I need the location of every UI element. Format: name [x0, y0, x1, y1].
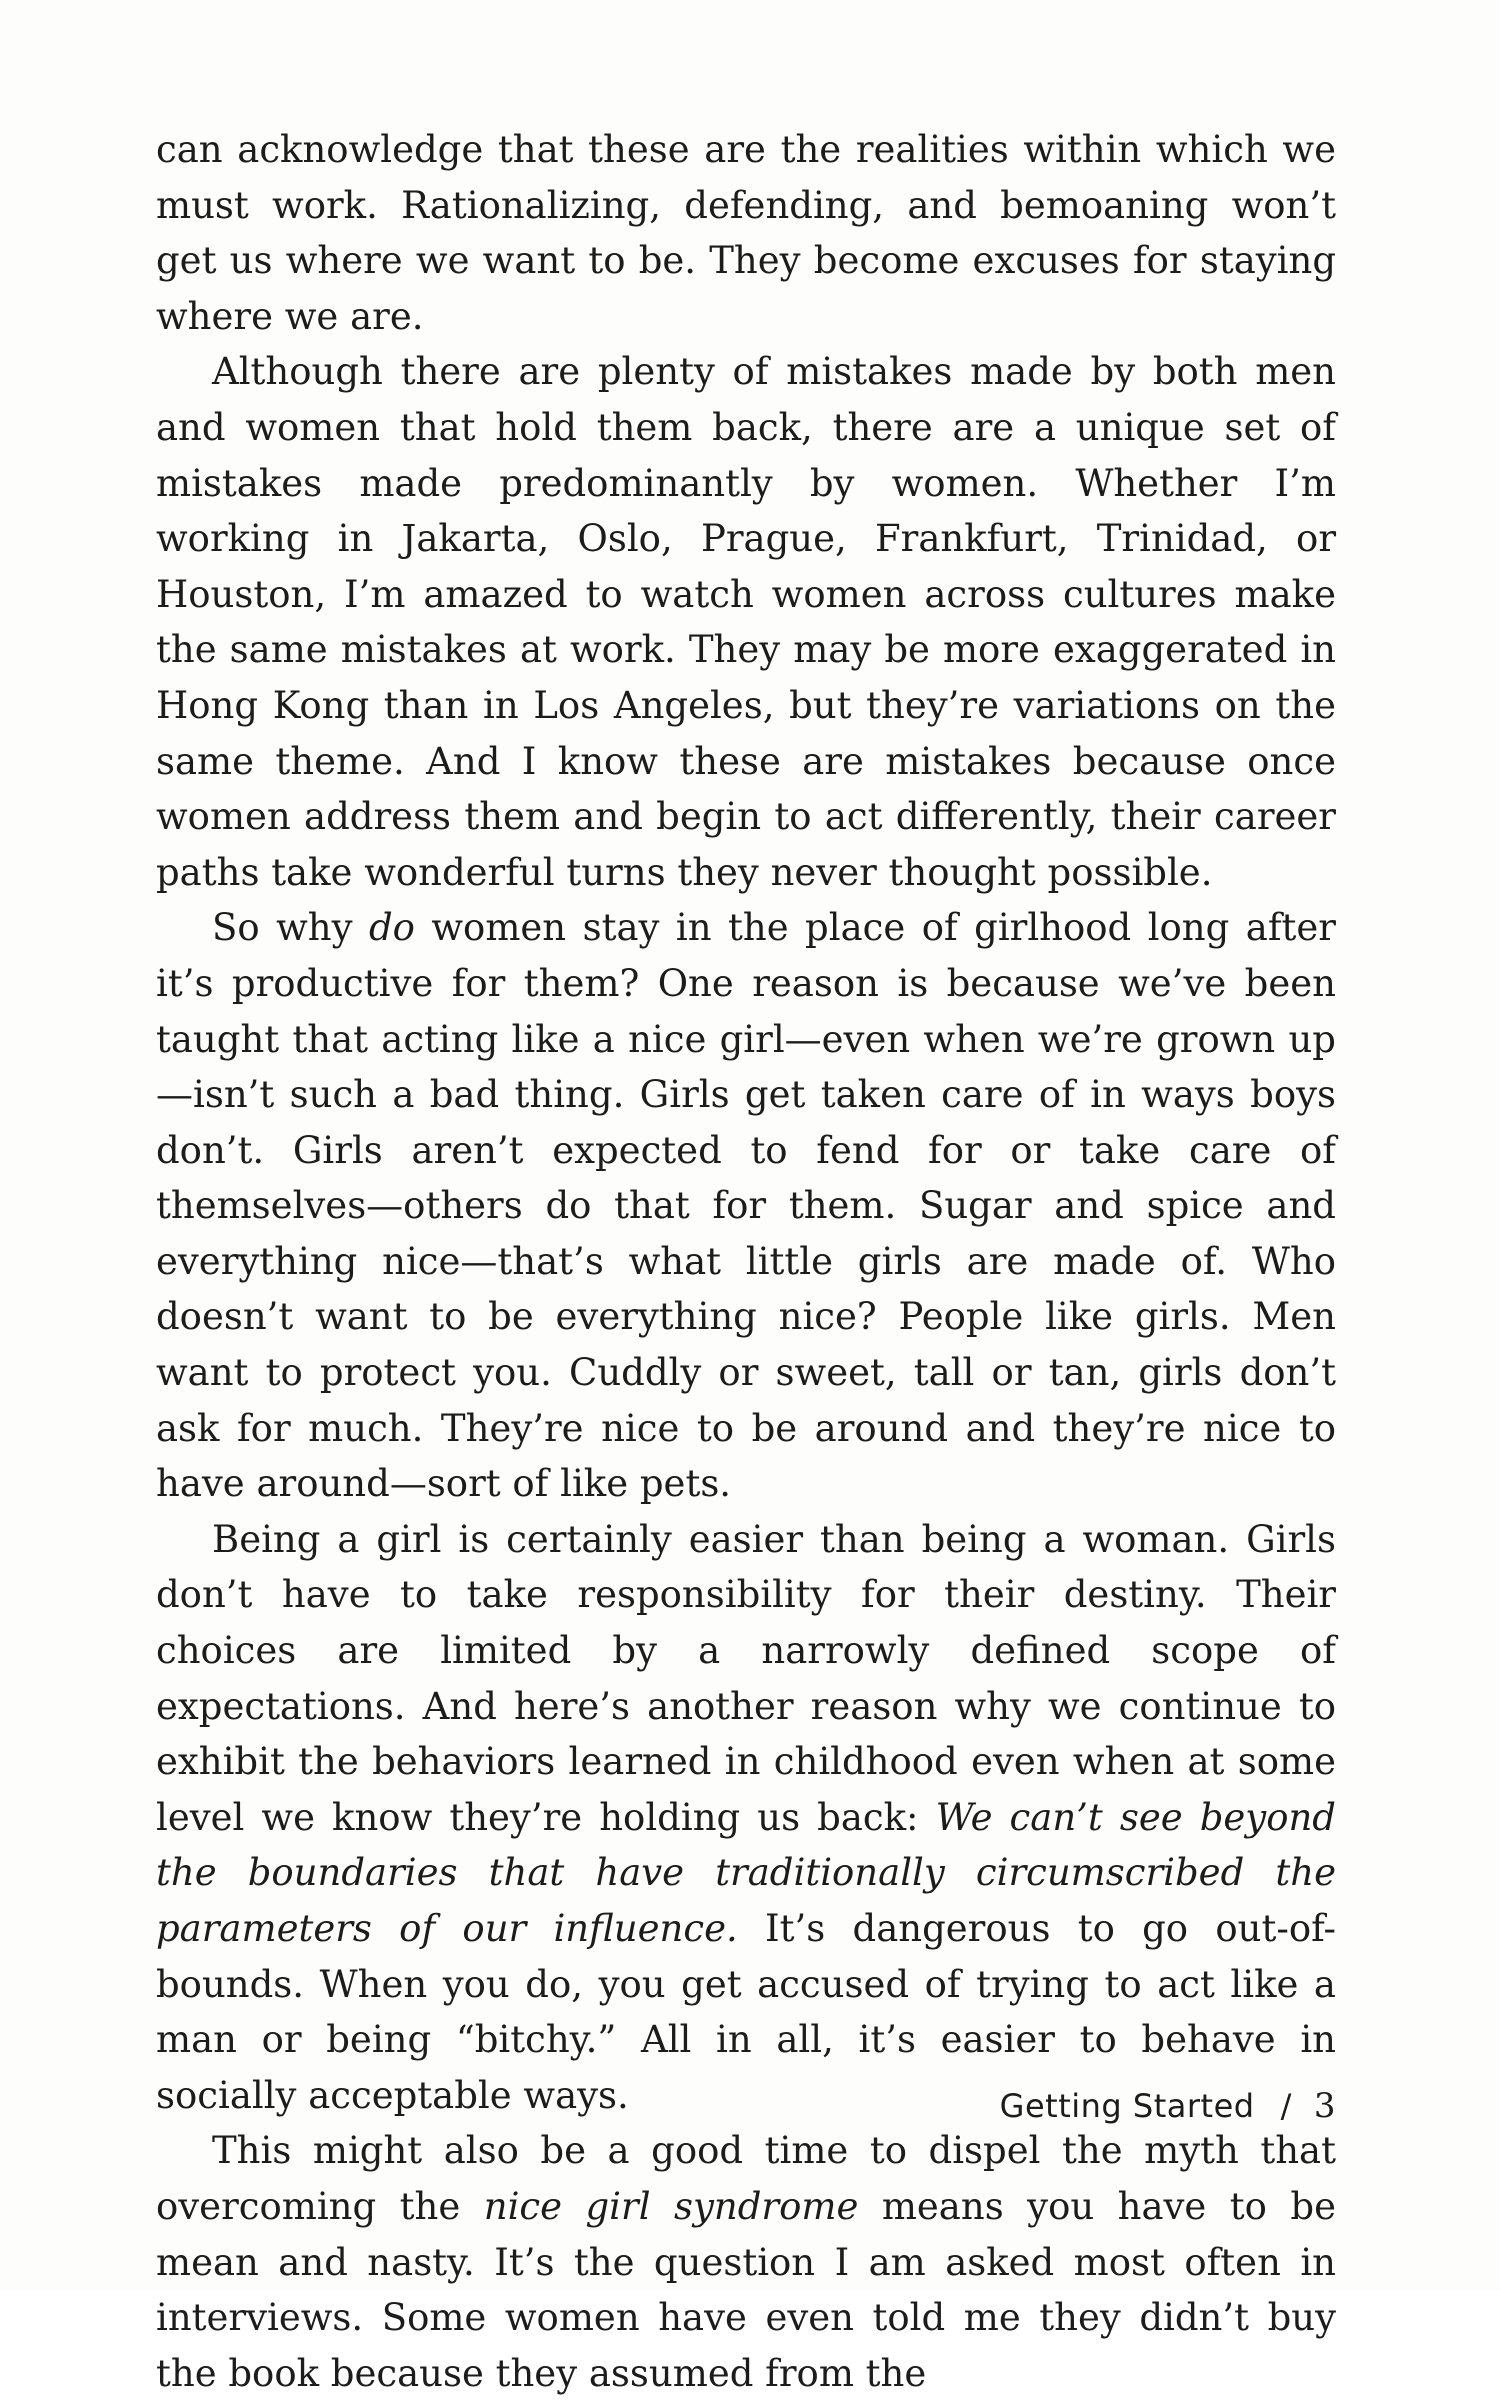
- paragraph-3-emphasis: do: [368, 906, 415, 950]
- paragraph-4-text-cont: It’s dangerous to go out-of-bounds. When you do, you get accused of trying to act like a man or being “bitchy.” All in all, it’s easier to behave in socially acceptable ways.: [156, 1907, 1336, 2117]
- paragraph-2: Although there are plenty of mistakes made by both men and women that hold them back, there are a unique set of mistakes made predominantly by women. Whether I’m working in Jakarta, Oslo, Prague, Frankfurt, Trinidad, or Houston, I’m amazed to watch women across cultures make the same mistakes at work. They may be more exaggerated in Hong Kong than in Los Angeles, but they’re variations on the same theme. And I know these are mistakes because once women address them and begin to act differently, their career paths take wonderful turns they never thought possible.: [156, 350, 1336, 894]
- paragraph-5-text-cont: means you have to be mean and nasty. It’s the question I am asked most often in interviews. Some women have even told me they didn’t buy the book because they assumed from the: [156, 2184, 1336, 2395]
- paragraph-3-text: So why: [212, 906, 369, 950]
- paragraph-3-text-cont: women stay in the place of girlhood long after it’s productive for them? One reason is because we’ve been taught that acting like a nice girl—even when we’re grown up—isn’t such a bad thing. Girls get taken care of in ways boys don’t. Girls aren’t expected to fend for or take care of themselves—others do that for them. Sugar and spice and everything nice—that’s what little girls are made of. Who doesn’t want to be everything nice? People like girls. Men want to protect you. Cuddly or sweet, tall or tan, girls don’t ask for much. They’re nice to be around and they’re nice to have around—sort of like pets.: [156, 906, 1336, 1506]
- paragraph-5: [156, 2123, 1336, 2401]
- paragraph-4-text: Being a girl is certainly easier than being a woman. Girls don’t have to take responsibility for their destiny. Their choices are limited by a narrowly defined scope of expectations. And here’s another reason why we continue to exhibit the behaviors learned in childhood even when at some level we know they’re holding us back:: [156, 1517, 1336, 1839]
- page-number: 3: [1313, 2086, 1336, 2126]
- paragraph-4-emphasis: We can’t see beyond the boundaries that have traditionally circumscribed the parameters of our influence.: [156, 1795, 1336, 1950]
- paragraph-1: can acknowledge that these are the realities within which we must work. Rationalizing, defending, and bemoaning won’t get us where we want to be. They become excuses for staying where we are.: [156, 128, 1336, 338]
- footer-separator: /: [1280, 2087, 1292, 2125]
- paragraph-5-emphasis: nice girl syndrome: [483, 2184, 859, 2228]
- body-text: [156, 122, 1336, 2401]
- paragraph-3: [156, 900, 1336, 1512]
- running-footer: [1000, 2086, 1336, 2126]
- paragraph-4: [156, 1512, 1336, 2124]
- section-title: Getting Started: [999, 2087, 1255, 2125]
- paragraph-5-text: This might also be a good time to dispel the myth that overcoming the: [156, 2129, 1336, 2228]
